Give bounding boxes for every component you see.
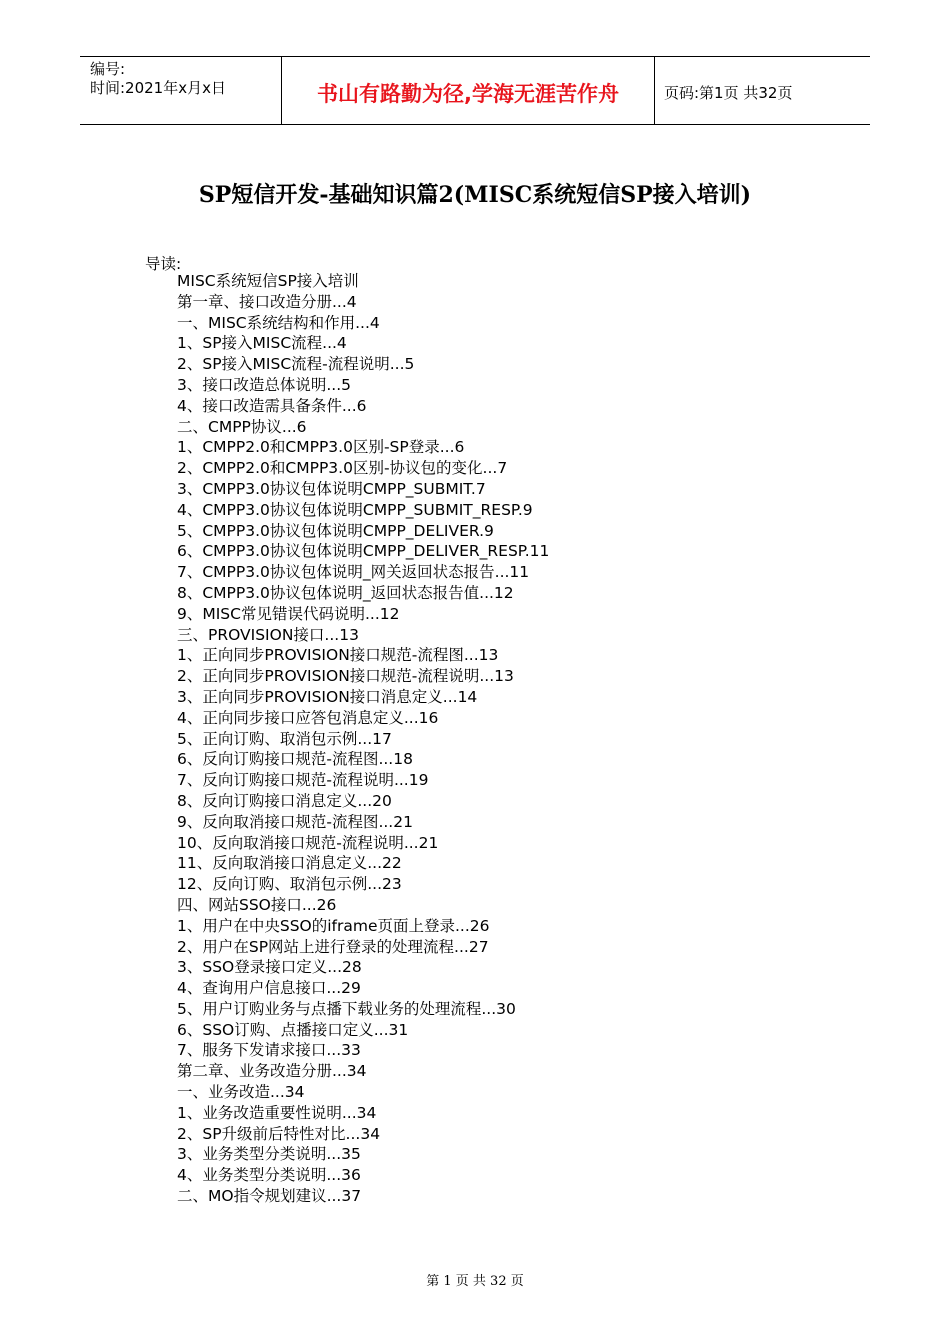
toc-entry: 第一章、接口改造分册...4 [177,292,357,311]
toc-entry: 2、CMPP2.0和CMPP3.0区别-协议包的变化...7 [177,459,508,478]
toc-entry: 9、反向取消接口规范-流程图...21 [177,812,413,831]
document-number-label: 编号: [90,60,126,78]
toc-entry: 2、SP接入MISC流程-流程说明...5 [177,355,415,374]
intro-label: 导读: [145,255,182,273]
toc-entry: 四、网站SSO接口...26 [177,895,337,914]
toc-entry: 第二章、业务改造分册...34 [177,1062,367,1081]
toc-entry: 12、反向订购、取消包示例...23 [177,875,402,894]
toc-entry: 7、服务下发请求接口...33 [177,1041,361,1060]
toc-entry: 1、CMPP2.0和CMPP3.0区别-SP登录...6 [177,438,465,457]
header-divider-right [654,56,655,125]
toc-entry: 6、CMPP3.0协议包体说明CMPP_DELIVER_RESP.11 [177,542,550,561]
toc-entry: 5、用户订购业务与点播下载业务的处理流程...30 [177,999,516,1018]
toc-entry: 3、CMPP3.0协议包体说明CMPP_SUBMIT.7 [177,479,486,498]
toc-entry: 二、MO指令规划建议...37 [177,1187,362,1206]
document-time-label: 时间:2021年x月x日 [90,79,226,97]
toc-entry: 9、MISC常见错误代码说明...12 [177,604,400,623]
toc-entry: 4、接口改造需具备条件...6 [177,396,367,415]
toc-entry: 2、用户在SP网站上进行登录的处理流程...27 [177,937,489,956]
toc-entry: 二、CMPP协议...6 [177,417,307,436]
header-motto: 书山有路勤为径,学海无涯苦作舟 [317,82,619,106]
toc-entry: 4、查询用户信息接口...29 [177,979,361,998]
toc-entry: 8、CMPP3.0协议包体说明_返回状态报告值...12 [177,583,514,602]
toc-entry: 7、反向订购接口规范-流程说明...19 [177,771,429,790]
toc-entry: 8、反向订购接口消息定义...20 [177,791,392,810]
page-footer: 第 1 页 共 32 页 [426,1274,524,1289]
toc-entry: 5、正向订购、取消包示例...17 [177,729,392,748]
header-bottom-rule [80,124,870,125]
toc-entry: 6、反向订购接口规范-流程图...18 [177,750,413,769]
table-of-contents [177,271,549,1207]
toc-entry: 一、MISC系统结构和作用...4 [177,313,380,332]
header-page-info: 页码:第1页 共32页 [664,84,793,102]
header-top-rule [80,56,870,57]
toc-entry: 1、正向同步PROVISION接口规范-流程图...13 [177,646,499,665]
toc-entry: 1、SP接入MISC流程...4 [177,334,347,353]
document-title: SP短信开发-基础知识篇2(MISC系统短信SP接入培训) [198,182,752,208]
toc-entry: 2、SP升级前后特性对比...34 [177,1124,381,1143]
header-meta [90,60,226,98]
toc-entry: 4、CMPP3.0协议包体说明CMPP_SUBMIT_RESP.9 [177,500,533,519]
toc-entry: 一、业务改造...34 [177,1083,305,1102]
toc-entry: 11、反向取消接口消息定义...22 [177,854,402,873]
toc-entry: MISC系统短信SP接入培训 [177,272,359,290]
toc-entry: 10、反向取消接口规范-流程说明...21 [177,833,439,852]
toc-entry: 1、业务改造重要性说明...34 [177,1103,377,1122]
toc-entry: 3、接口改造总体说明...5 [177,375,352,394]
toc-entry: 4、正向同步接口应答包消息定义...16 [177,708,439,727]
toc-entry: 5、CMPP3.0协议包体说明CMPP_DELIVER.9 [177,521,494,540]
toc-entry: 4、业务类型分类说明...36 [177,1166,361,1185]
toc-entry: 6、SSO订购、点播接口定义...31 [177,1020,409,1039]
toc-entry: 3、业务类型分类说明...35 [177,1145,361,1164]
toc-entry: 1、用户在中央SSO的iframe页面上登录...26 [177,916,490,935]
toc-entry: 2、正向同步PROVISION接口规范-流程说明...13 [177,667,514,686]
toc-entry: 3、SSO登录接口定义...28 [177,958,362,977]
toc-entry: 7、CMPP3.0协议包体说明_网关返回状态报告...11 [177,563,530,582]
toc-entry: 三、PROVISION接口...13 [177,625,359,644]
toc-entry: 3、正向同步PROVISION接口消息定义...14 [177,687,478,706]
